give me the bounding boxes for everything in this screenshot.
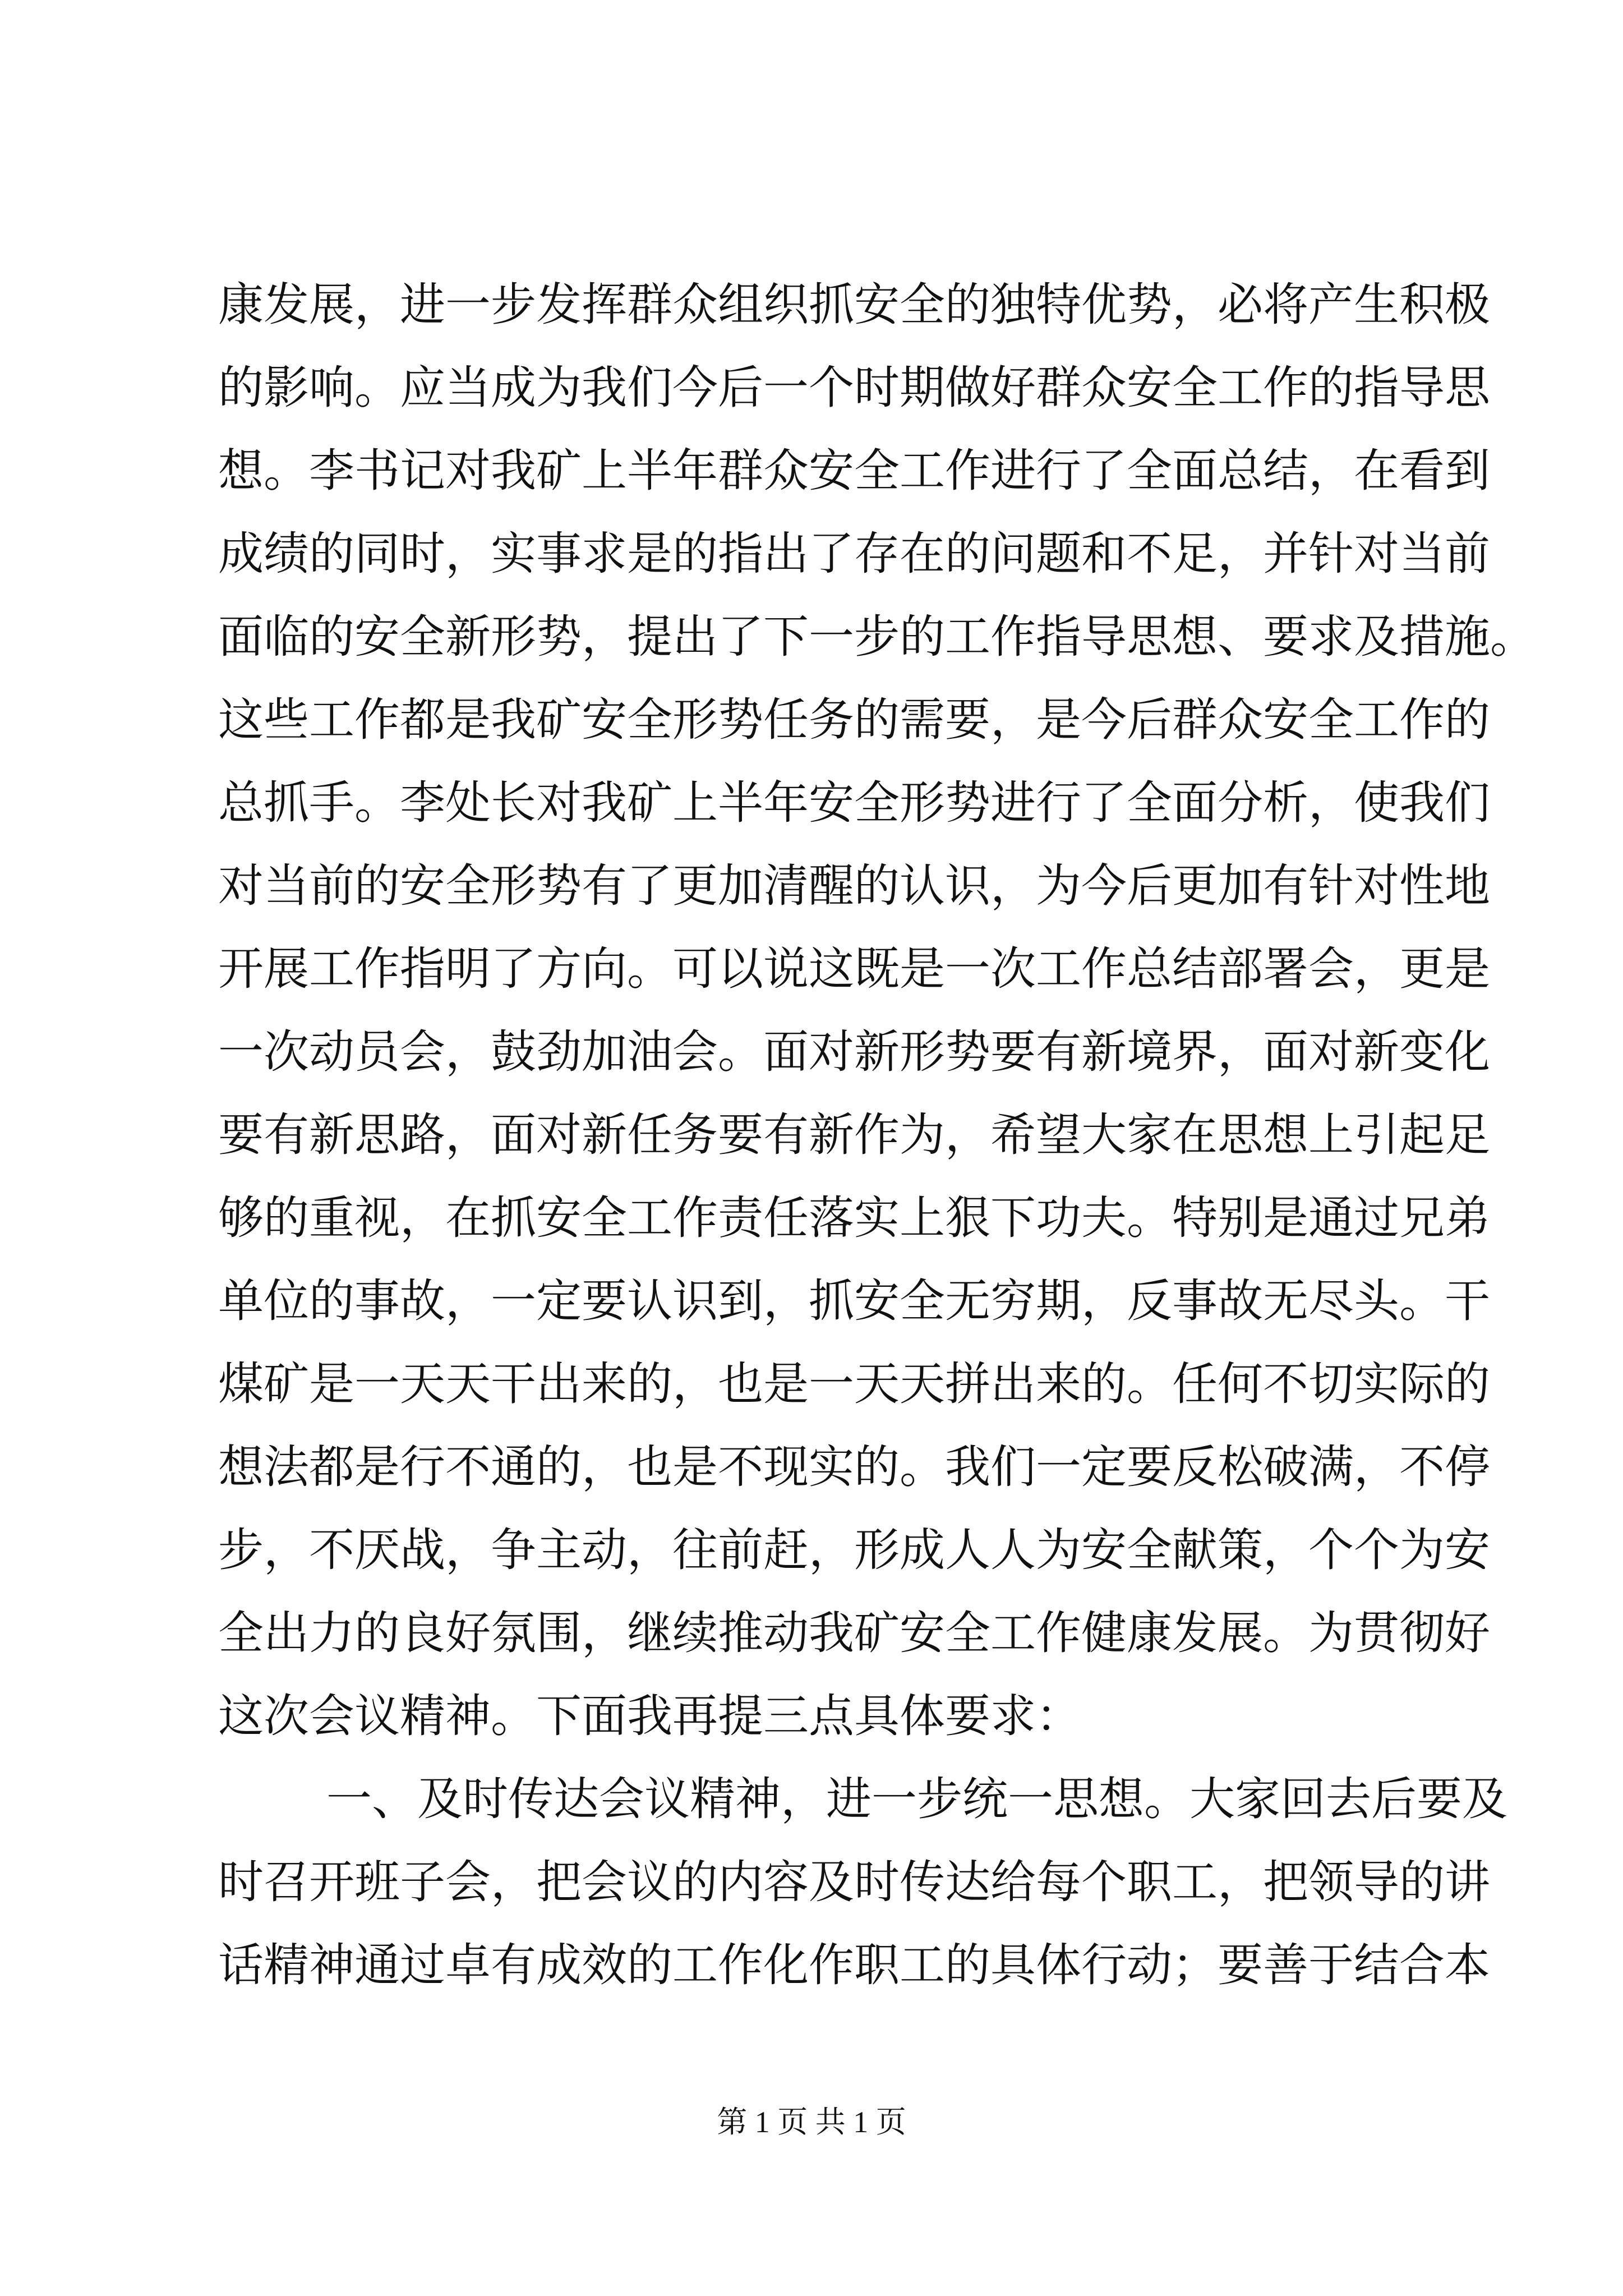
text-line: 够的重视，在抓安全工作责任落实上狠下功夫。特别是通过兄弟 [218,1192,1491,1245]
text-line: 总抓手。李处长对我矿上半年安全形势进行了全面分析，使我们 [218,777,1491,830]
page-number-footer: 第 1 页 共 1 页 [717,2105,906,2139]
document-body [218,264,1536,2007]
text-line: 单位的事故，一定要认识到，抓安全无穷期，反事故无尽头。干 [218,1275,1491,1328]
text-line: 想。李书记对我矿上半年群众安全工作进行了全面总结，在看到 [218,445,1491,498]
text-line: 开展工作指明了方向。可以说这既是一次工作总结部署会，更是 [218,943,1491,996]
text-line: 话精神通过卓有成效的工作化作职工的具体行动；要善于结合本 [218,1939,1491,1992]
text-line: 这些工作都是我矿安全形势任务的需要，是今后群众安全工作的 [218,694,1491,747]
text-line: 的影响。应当成为我们今后一个时期做好群众安全工作的指导思 [218,362,1491,415]
text-line: 这次会议精神。下面我再提三点具体要求： [218,1690,1082,1743]
text-line: 要有新思路，面对新任务要有新作为，希望大家在思想上引起足 [218,1109,1491,1162]
text-line: 步，不厌战，争主动，往前赶，形成人人为安全献策，个个为安 [218,1524,1491,1577]
paragraph-1 [218,264,1536,1758]
paragraph-2 [218,1758,1508,2007]
text-line: 想法都是行不通的，也是不现实的。我们一定要反松破满，不停 [218,1441,1491,1494]
text-line: 一、及时传达会议精神，进一步统一思想。大家回去后要及 [326,1773,1508,1826]
text-line: 全出力的良好氛围，继续推动我矿安全工作健康发展。为贯彻好 [218,1607,1491,1660]
text-line: 一次动员会，鼓劲加油会。面对新形势要有新境界，面对新变化 [218,1026,1491,1079]
text-line: 煤矿是一天天干出来的，也是一天天拼出来的。任何不切实际的 [218,1358,1491,1411]
text-line: 面临的安全新形势，提出了下一步的工作指导思想、要求及措施。 [218,611,1536,664]
text-line: 成绩的同时，实事求是的指出了存在的问题和不足，并针对当前 [218,528,1491,581]
text-line: 对当前的安全形势有了更加清醒的认识，为今后更加有针对性地 [218,860,1491,913]
text-line: 康发展，进一步发挥群众组织抓安全的独特优势，必将产生积极 [218,279,1491,332]
text-line: 时召开班子会，把会议的内容及时传达给每个职工，把领导的讲 [218,1856,1491,1909]
